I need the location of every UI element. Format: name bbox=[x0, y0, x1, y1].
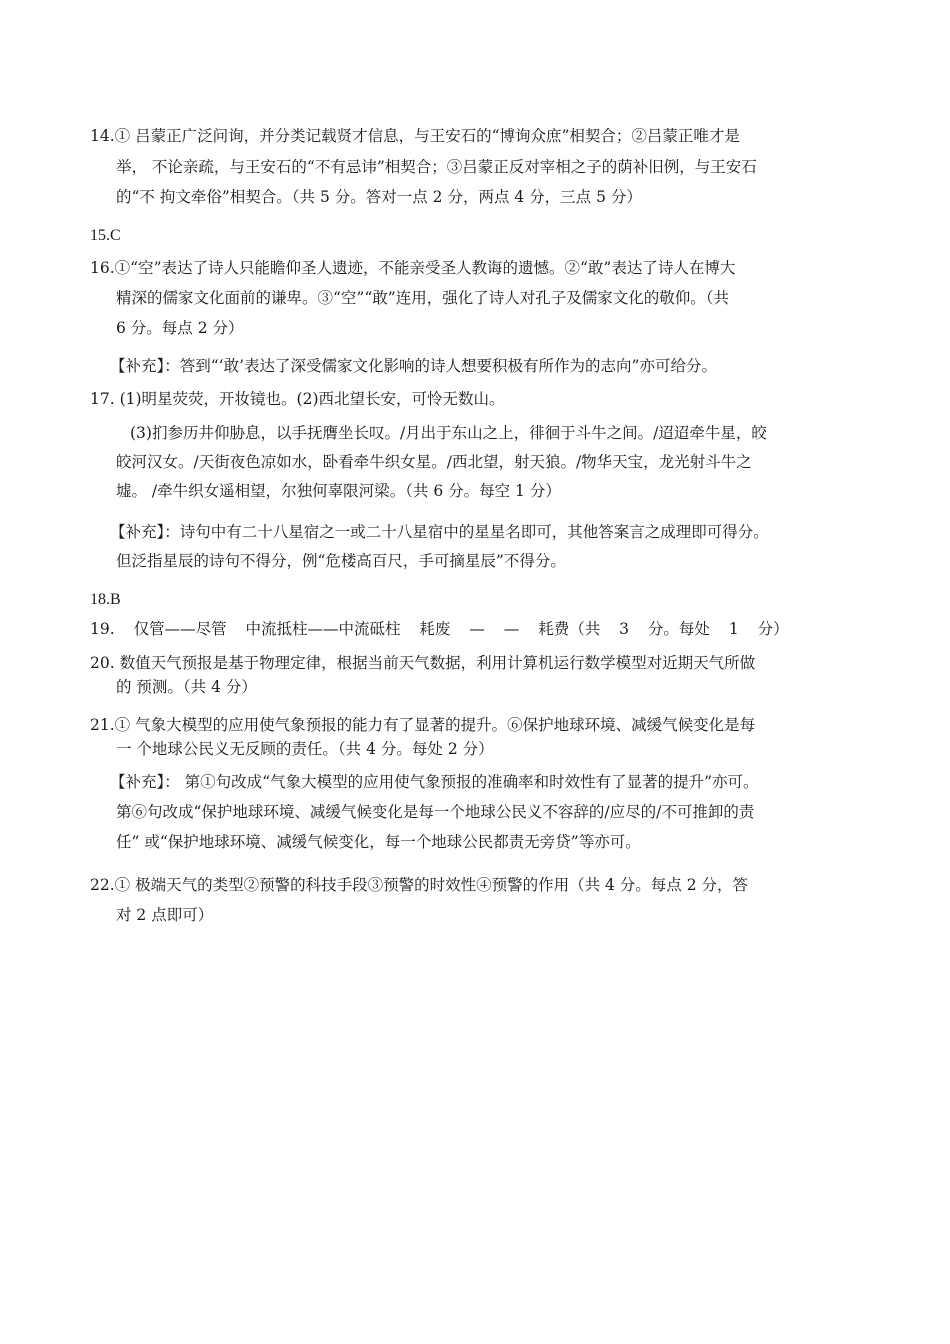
answer-line: 的“不 拘文牵俗”相契合。（共 5 分。答对一点 2 分，两点 4 分，三点 5 分） bbox=[116, 188, 642, 206]
answer-line: 21.① 气象大模型的应用使气象预报的能力有了显著的提升。⑥保护地球环境、减缓气候变化是每 bbox=[90, 716, 756, 734]
supplement-line: 【补充】：诗句中有二十八星宿之一或二十八星宿中的星星名即可，其他答案言之成理即可得分。 bbox=[110, 523, 769, 541]
answer-line: 17. (1)明星荧荧，开妆镜也。(2)西北望长安，可怜无数山。 bbox=[90, 390, 505, 408]
answer-line: 20. 数值天气预报是基于物理定律，根据当前天气数据，利用计算机运行数学模型对近期天气所做 bbox=[90, 654, 756, 672]
answer-line: 精深的儒家文化面前的谦卑。③“空”“敢”连用，强化了诗人对孔子及儒家文化的敬仰。（共 bbox=[116, 289, 729, 307]
supplement-line: 任” 或“保护地球环境、减缓气候变化，每一个地球公民都责无旁贷”等亦可。 bbox=[116, 833, 641, 851]
answer-line: 一 个地球公民义无反顾的责任。（共 4 分。每处 2 分） bbox=[116, 740, 494, 758]
supplement-line: 【补充】：答到“‘敢’表达了深受儒家文化影响的诗人想要积极有所作为的志向”亦可给分。 bbox=[110, 357, 717, 375]
answer-line: 墟。 /牵牛织女遥相望，尔独何辜限河梁。（共 6 分。每空 1 分） bbox=[116, 482, 561, 500]
answer-line: 22.① 极端天气的类型②预警的科技手段③预警的时效性④预警的作用（共 4 分。每点 2 分，答 bbox=[90, 876, 749, 894]
answer-line: 举， 不论亲疏，与王安石的“不有忌讳”相契合；③吕蒙正反对宰相之子的荫补旧例，与王安石 bbox=[116, 158, 757, 176]
answer-line: 对 2 点即可） bbox=[116, 906, 214, 924]
answer-line: 的 预测。（共 4 分） bbox=[116, 678, 257, 696]
answer-line: 皎河汉女。/天街夜色凉如水，卧看牵牛织女星。/西北望，射天狼。/物华天宝，龙光射斗牛之 bbox=[116, 453, 752, 471]
answer-line: 6 分。每点 2 分） bbox=[116, 319, 244, 337]
answer-line: 18.B bbox=[90, 591, 121, 608]
supplement-line: 第⑥句改成“保护地球环境、减缓气候变化是每一个地球公民义不容辞的/应尽的/不可推卸的责 bbox=[116, 803, 755, 821]
answer-line: 19. 仅管——尽管 中流抵柱——中流砥柱 耗废 — — 耗费（共 3 分。每处 1 分） bbox=[90, 620, 789, 638]
supplement-line: 【补充】： 第①句改成“气象大模型的应用使气象预报的准确率和时效性有了显著的提升”亦可。 bbox=[110, 773, 759, 791]
answer-line: 16.①“空”表达了诗人只能瞻仰圣人遗迹，不能亲受圣人教诲的遗憾。②“敢”表达了诗人在博大 bbox=[90, 259, 736, 277]
answer-line: 14.① 吕蒙正广泛问询，并分类记载贤才信息，与王安石的“博询众庶”相契合；②吕蒙正唯才是 bbox=[90, 127, 740, 145]
answer-line: 15.C bbox=[90, 227, 121, 244]
answer-line: (3)扪参历井仰胁息，以手抚膺坐长叹。/月出于东山之上，徘徊于斗牛之间。/迢迢牵牛星，皎 bbox=[130, 424, 767, 442]
supplement-line: 但泛指星辰的诗句不得分，例“危楼高百尺，手可摘星辰”不得分。 bbox=[116, 552, 566, 570]
